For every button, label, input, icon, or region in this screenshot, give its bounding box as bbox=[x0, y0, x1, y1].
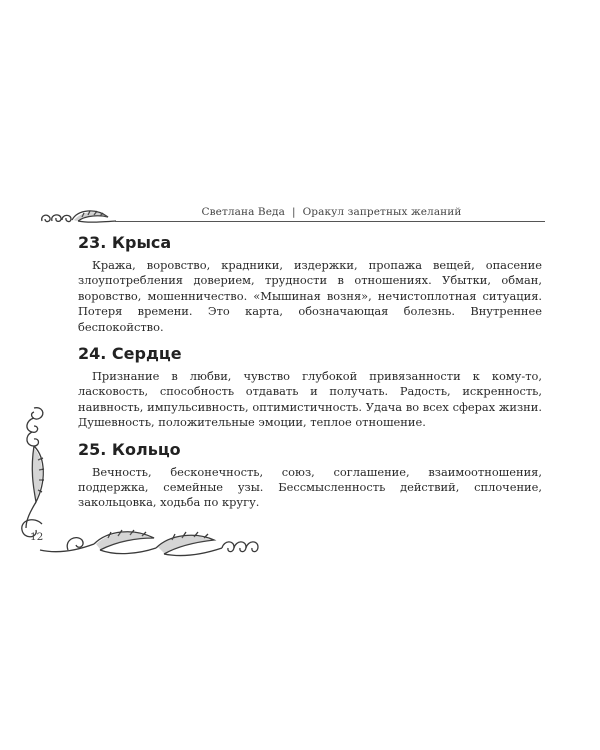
section-title: 23. Крыса bbox=[78, 233, 172, 252]
main-content bbox=[78, 232, 542, 519]
section-body: Признание в любви, чувство глубокой привязанности к кому-то, ласковость, способность отдавать и получать. Радость, искренность, наивность, импульсивность, оптимистичность. Удача во всех сферах жизни. Душевность, положительные эмоции, теплое отношение. bbox=[78, 369, 542, 430]
page-number: 12 bbox=[30, 531, 44, 543]
section-heart bbox=[78, 343, 542, 431]
floral-scroll-icon bbox=[38, 205, 118, 227]
header-separator: | bbox=[291, 206, 296, 218]
running-header bbox=[118, 206, 545, 218]
section-rat bbox=[78, 232, 542, 335]
leaf-scroll-icon bbox=[38, 520, 268, 564]
section-body: Кража, воровство, крадники, издержки, пропажа вещей, опасение злоупотребления доверием, трудности в отношениях. Убытки, обман, воровство, мошенничество. «Мышиная возня», нечистоплотная ситуация. Потеря времени. Это карта, обозначающая болезнь. Внутреннее беспокойство. bbox=[78, 258, 542, 334]
section-body: Вечность, бесконечность, союз, соглашение, взаимоотношения, поддержка, семейные узы. Бессмысленность действий, сплочение, закольцовка, ходьба по кругу. bbox=[78, 464, 542, 510]
header-book-title: Оракул запретных желаний bbox=[302, 206, 462, 218]
section-title: 25. Кольцо bbox=[78, 439, 181, 459]
section-title: 24. Сердце bbox=[78, 344, 182, 364]
header-rule bbox=[115, 221, 545, 222]
section-ring bbox=[78, 439, 542, 511]
header-author: Светлана Веда bbox=[201, 206, 285, 218]
